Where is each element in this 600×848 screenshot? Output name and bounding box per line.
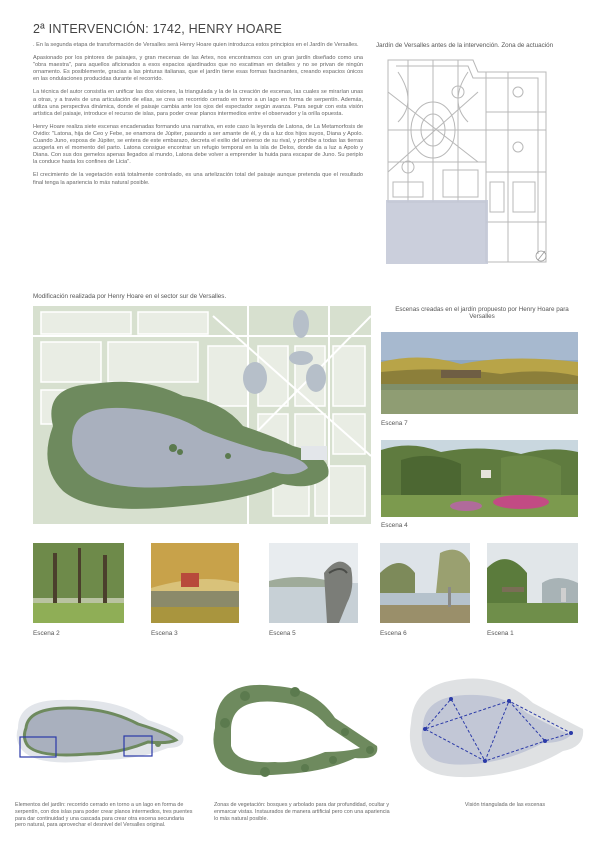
garden-elements-diagram bbox=[8, 688, 193, 788]
vegetation-zones-diagram bbox=[205, 668, 385, 788]
versailles-plan-caption: Jardín de Versalles antes de la intervención. Zona de actuación bbox=[376, 42, 554, 49]
scene-4-photo bbox=[381, 440, 578, 517]
scenes-caption: Escenas creadas en el jardín propuesto por Henry Hoare para Versalles bbox=[395, 306, 569, 320]
scene-5-photo bbox=[269, 543, 358, 623]
scene-6-label: Escena 6 bbox=[380, 630, 407, 637]
page-title: 2ª INTERVENCIÓN: 1742, HENRY HOARE bbox=[33, 22, 283, 36]
north-arrow-icon bbox=[536, 251, 546, 261]
paragraph: El crecimiento de la vegetación está totalmente controlado, es una artelización total del paisaje aunque pretenda que el resultado final tenga la apariencia lo más natural posible. bbox=[33, 172, 363, 186]
paragraph: . En la segunda etapa de transformación de Versalles será Henry Hoare quien introduzca estos principios en el Jardín de Versalles. bbox=[33, 42, 359, 48]
scene-4-label: Escena 4 bbox=[381, 522, 408, 529]
scene-7-label: Escena 7 bbox=[381, 420, 408, 427]
scene-7-photo bbox=[381, 332, 578, 414]
intervention-zone bbox=[386, 200, 488, 264]
triangulated-view-caption: Visión triangulada de las escenas bbox=[464, 802, 546, 808]
scene-1-label: Escena 1 bbox=[487, 630, 514, 637]
intro-text bbox=[33, 42, 363, 193]
vegetation-zones-caption: Zonas de vegetación: bosques y arbolado para dar profundidad, ocultar y enmarcar vistas. Instaurados de manera artificial pero con una apariencia lo más natural posible. bbox=[214, 802, 390, 822]
scene-1-photo bbox=[487, 543, 578, 623]
paragraph: Henry Hoare realiza siete escenas encadenadas formando una narrativa, en este caso la leyenda de Latona, de La Metamorfosis de Ovidio: "Latona, hija de Ceo y Febe, se enamora de Júpiter, pasando a ser amante de él, y da a luz dos hijos suyos, Diana y Apolo. Cuando Juno, esposa de Júpiter, se entera de este embarazo, decreta el exilio del universo de su rival, y prohíbe a todas las tierras acogerla en el momento del parto. Latona consigue encontrar un refugio temporal en la isla de Delos, donde da a luz a Apolo y Diana. Con sus dos gemelos apenas llegados al mundo, Latona debe volver a emprender la huida para escapar de Juno. Su periplo la conduce hasta los confines de Licia". bbox=[33, 123, 363, 166]
paragraph: La técnica del autor consistía en unificar las dos visiones, la triangulada y la de la creación de escenas, las cuales se mirarían unas a otras, y a través de una articulación de ellas, se crea un recorrido cerrado en torno a un lago en forma de serpentín. Además, utiliza una perspectiva dinámica, donde el paisaje cambia ante los ojos del espectador según avanza. Para seguir con esta visión artística del paisaje, introduce el recurso de islas, para poder crear planos intermedios entre el observador y la orilla opuesta. bbox=[33, 89, 363, 117]
paragraph: Apasionado por los pintores de paisajes, y gran mecenas de las Artes, nos encontramos con un gran jardín diseñado como una "obra maestra", para aquellos aficionados a esos espacios ajardinados que no escatiman en detalles y no se privan de ningún ornamento. Es posiblemente, gracias a las pinturas italianas, que el jardín tiene esas formas fascinantes, creando espacios únicos en las ondulaciones producidas durante el recorrido. bbox=[33, 55, 363, 83]
scene-3-photo bbox=[151, 543, 239, 623]
versailles-plan bbox=[378, 52, 558, 272]
garden-elements-caption: Elementos del jardín: recorrido cerrado en torno a un lago en forma de serpentín, con dos islas para poder crear planos intermedios, tres puentes para dar continuidad y una cascada para crear otra escena secundaria pero natural, para aprovechar el desnivel del Versalles original. bbox=[15, 802, 193, 829]
scene-2-photo bbox=[33, 543, 124, 623]
scene-6-photo bbox=[380, 543, 470, 623]
triangulated-view-diagram bbox=[403, 673, 589, 785]
scene-5-label: Escena 5 bbox=[269, 630, 296, 637]
modification-caption: Modificación realizada por Henry Hoare en el sector sur de Versalles. bbox=[33, 293, 227, 300]
scene-2-label: Escena 2 bbox=[33, 630, 60, 637]
modification-plan bbox=[33, 306, 371, 524]
scene-3-label: Escena 3 bbox=[151, 630, 178, 637]
